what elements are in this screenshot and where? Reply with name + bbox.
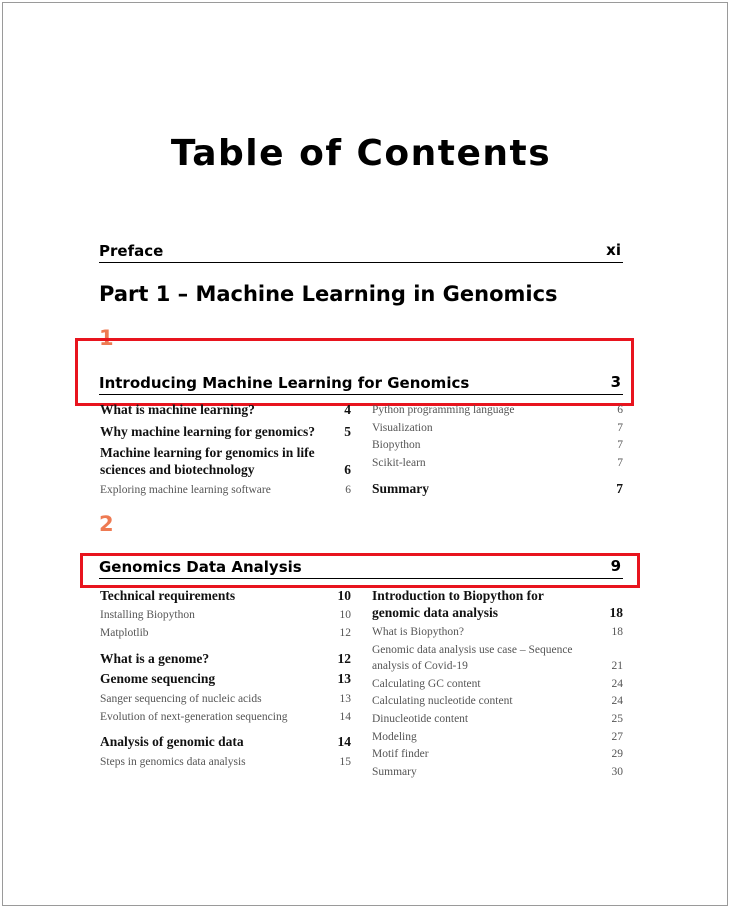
entry-page: 13 — [339, 693, 351, 705]
entry-title: What is machine learning? — [100, 402, 255, 417]
highlight-box-chapter-2 — [80, 553, 640, 588]
entry-title: genomic data analysis — [372, 605, 499, 620]
entry-page: 12 — [339, 627, 351, 639]
entry-page: 15 — [339, 756, 351, 768]
entry-page: 7 — [617, 422, 623, 434]
entry-page: 6 — [345, 484, 351, 496]
chapter-1-number: 1 — [99, 326, 114, 350]
entry-page: 14 — [337, 734, 351, 749]
entry-title: Introduction to Biopython for — [372, 588, 544, 603]
entry-title: Evolution of next-generation sequencing — [100, 711, 288, 723]
entry-page: 7 — [617, 457, 623, 469]
entry-title: Installing Biopython — [100, 609, 195, 621]
entry-title: Exploring machine learning software — [100, 484, 271, 496]
entry-title: Genomic data analysis use case – Sequence — [372, 644, 573, 656]
chapter-2-number: 2 — [99, 512, 114, 536]
entry-title: Genome sequencing — [100, 671, 216, 686]
chapter-2-page: 9 — [610, 557, 621, 575]
entry-title: Summary — [372, 481, 429, 496]
entry-title: Visualization — [372, 422, 433, 434]
entry-title: Steps in genomics data analysis — [100, 756, 246, 768]
entry-page: 12 — [337, 651, 351, 666]
entry-page: 27 — [611, 731, 623, 743]
preface-entry[interactable] — [99, 241, 623, 263]
preface-page: xi — [606, 241, 621, 259]
chapter-1-title: Introducing Machine Learning for Genomics — [99, 374, 470, 392]
entry-page: 7 — [616, 481, 623, 496]
entry-page: 6 — [344, 462, 351, 477]
entry-title: Biopython — [372, 439, 421, 451]
preface-label: Preface — [99, 242, 164, 260]
entry-page: 25 — [611, 713, 623, 725]
document-page — [2, 2, 728, 906]
entry-title: Summary — [372, 766, 417, 778]
entry-title: What is Biopython? — [372, 626, 464, 638]
entry-title: Dinucleotide content — [372, 713, 469, 725]
entry-title: Machine learning for genomics in life — [100, 445, 315, 460]
entry-page: 4 — [344, 402, 351, 417]
entry-title: Sanger sequencing of nucleic acids — [100, 693, 262, 705]
entry-title: Calculating GC content — [372, 678, 481, 690]
entry-title: Matplotlib — [100, 627, 149, 639]
chapter-1-page: 3 — [610, 373, 621, 391]
entry-page: 30 — [611, 766, 623, 778]
entry-page: 13 — [337, 671, 351, 686]
entry-title: Python programming language — [372, 404, 515, 416]
highlight-box-chapter-1 — [75, 338, 634, 406]
entry-page: 10 — [339, 609, 351, 621]
entry-page: 14 — [339, 711, 351, 723]
entry-title: Motif finder — [372, 748, 429, 760]
entry-title: Scikit-learn — [372, 457, 426, 469]
entry-page: 24 — [611, 695, 623, 707]
entry-page: 18 — [609, 605, 623, 620]
entry-title: Why machine learning for genomics? — [100, 424, 315, 439]
entry-title: sciences and biotechnology — [100, 462, 255, 477]
entry-title: Calculating nucleotide content — [372, 695, 513, 707]
entry-title: analysis of Covid-19 — [372, 660, 468, 672]
part-heading: Part 1 – Machine Learning in Genomics — [99, 282, 558, 306]
entry-page: 10 — [337, 588, 351, 603]
entry-title: What is a genome? — [100, 651, 210, 666]
page-title: Table of Contents — [170, 133, 552, 174]
entry-page: 5 — [344, 424, 351, 439]
chapter-2-title: Genomics Data Analysis — [99, 558, 302, 576]
entry-page: 6 — [617, 404, 623, 416]
entry-title: Modeling — [372, 731, 417, 743]
entry-page: 29 — [611, 748, 623, 760]
entry-page: 21 — [611, 660, 623, 672]
entry-page: 7 — [617, 439, 623, 451]
entry-page: 18 — [611, 626, 623, 638]
entry-page: 24 — [611, 678, 623, 690]
entry-title: Analysis of genomic data — [100, 734, 244, 749]
entry-title: Technical requirements — [100, 588, 236, 603]
